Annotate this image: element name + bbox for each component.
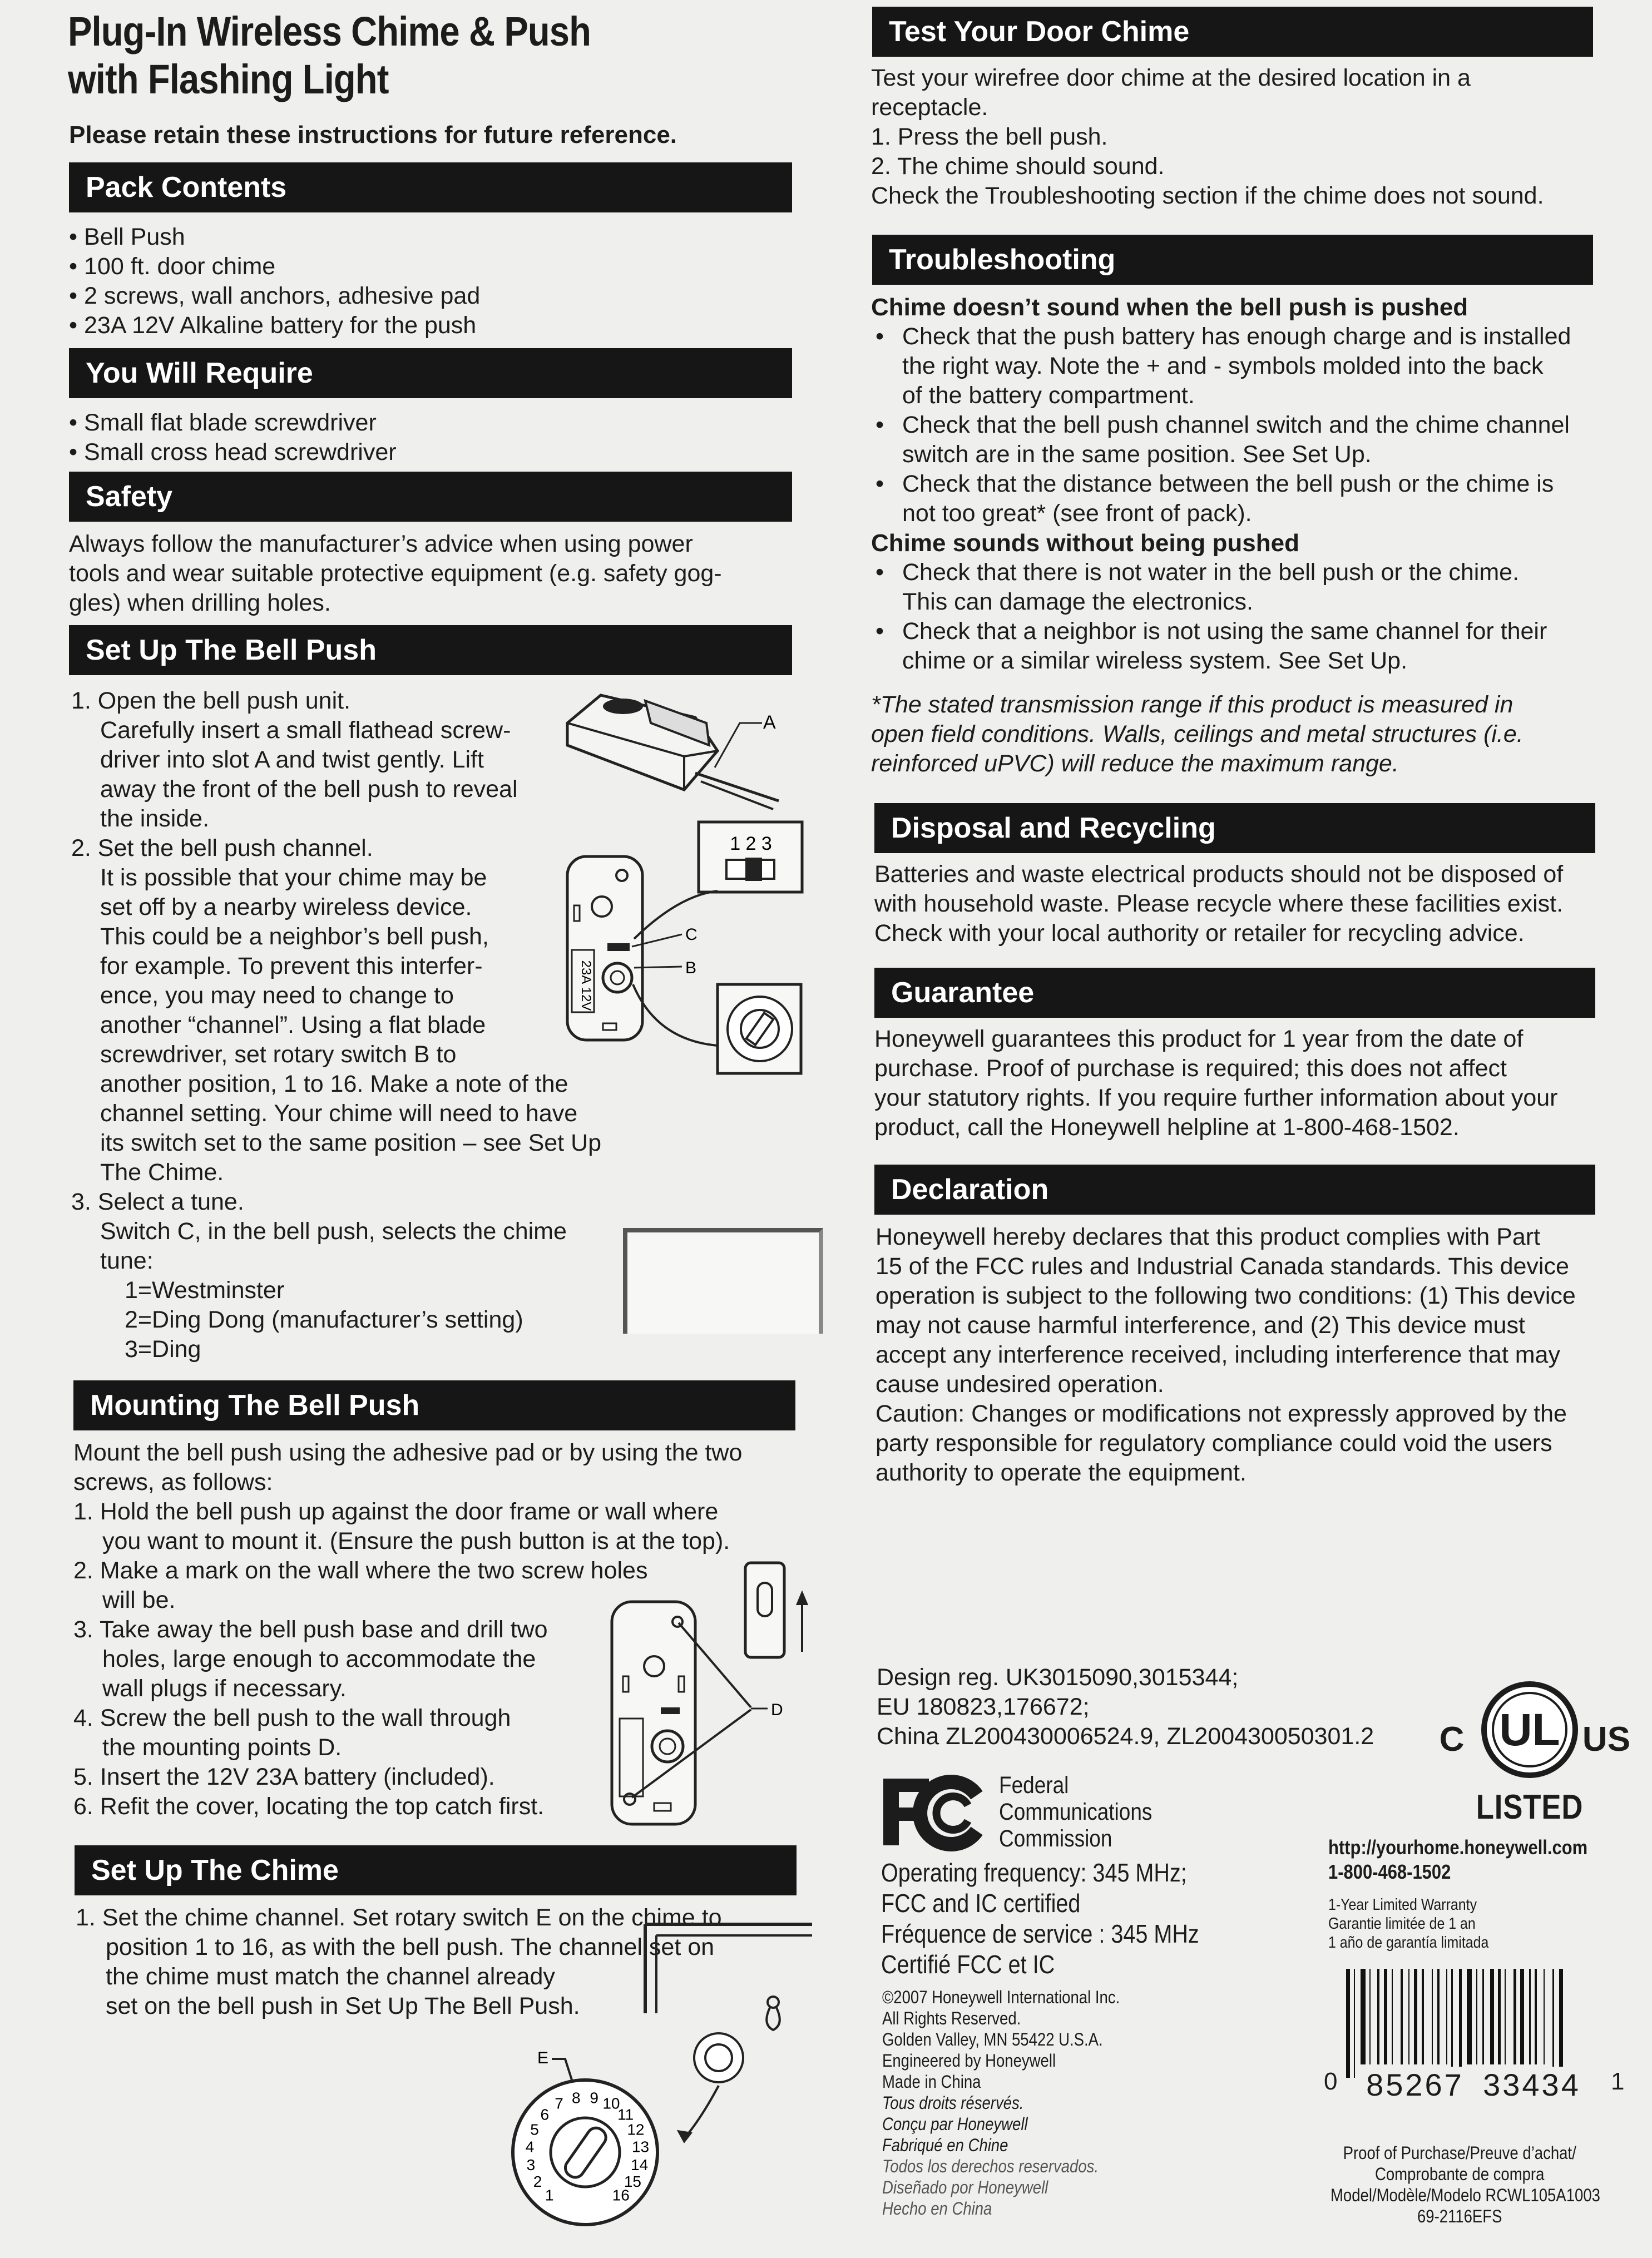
page-title: Plug-In Wireless Chime & Push with Flashing Light — [68, 8, 591, 102]
tune-window-graphic — [623, 1228, 823, 1334]
copyright-block: ©2007 Honeywell International Inc. All Rights Reserved. Golden Valley, MN 55422 U.S.A. Engineered by Honeywell Made in China Tous droits réservés. Conçu par Honeywell Fabriqué en Chine Todos los derechos reservados. Diseñado por Honeywell Hecho en China — [882, 1987, 1120, 2219]
barcode-bar — [1414, 1969, 1418, 2064]
dial-number: 7 — [555, 2094, 563, 2112]
dial-number: 3 — [526, 2156, 536, 2173]
disposal-heading: Disposal and Recycling — [874, 803, 1595, 853]
dial-number: 12 — [627, 2121, 645, 2138]
setup-bell-push-heading: Set Up The Bell Push — [69, 625, 792, 675]
safety-heading: Safety — [69, 472, 792, 522]
dial-number: 5 — [530, 2121, 539, 2138]
list-item: • Small flat blade screwdriver — [69, 408, 397, 438]
fcc-logo-icon — [879, 1773, 990, 1851]
dial-number: 4 — [525, 2138, 535, 2156]
listed-label: LISTED — [1476, 1788, 1584, 1826]
you-will-require-heading: You Will Require — [69, 348, 792, 398]
barcode-bar — [1354, 1969, 1355, 2078]
dial-number: 9 — [590, 2089, 599, 2107]
guarantee-heading: Guarantee — [874, 968, 1595, 1018]
ul-logo-icon — [1435, 1674, 1631, 1785]
barcode-bar — [1384, 1969, 1388, 2064]
list-item: • 2 screws, wall anchors, adhesive pad — [69, 281, 480, 311]
svg-text:C: C — [1439, 1720, 1465, 1759]
bell-push-open-diagram — [556, 684, 790, 812]
switch-positions-label: 1 2 3 — [730, 833, 772, 854]
barcode-bar — [1535, 1969, 1537, 2064]
svg-text:UL: UL — [1499, 1705, 1560, 1755]
range-footnote: *The stated transmission range if this product is measured in open field conditions. Walls, ceilings and metal structures (i.e. reinforced uPVC) will reduce the maximum range. — [871, 691, 1524, 777]
svg-text:US: US — [1582, 1720, 1631, 1759]
barcode-bar — [1446, 1969, 1447, 2064]
barcode-bar — [1401, 1969, 1403, 2064]
bell-push-channel-diagram — [556, 818, 807, 1085]
barcode-bar — [1490, 1969, 1494, 2064]
dial-number: 2 — [533, 2173, 542, 2190]
barcode-bar — [1559, 1969, 1563, 2078]
barcode-bar — [1437, 1969, 1440, 2064]
barcode-bar — [1467, 1969, 1472, 2064]
test-chime-text: Test your wirefree door chime at the desired location in a receptacle. 1. Press the bell push. 2. The chime should sound. Check the Troubleshooting section if the chime does not sound. — [871, 65, 1544, 209]
barcode-bar — [1476, 1969, 1477, 2064]
upc-barcode: 0 85267 33434 1 — [1324, 1969, 1624, 2102]
dial-number: 6 — [540, 2106, 550, 2123]
dial-number: 15 — [624, 2173, 641, 2190]
mounting-diagram — [601, 1552, 823, 1841]
label-b: B — [685, 959, 697, 977]
label-e: E — [537, 2049, 549, 2067]
troubleshooting-heading: Troubleshooting — [872, 235, 1593, 285]
troubleshooting-sub-false-ring: Chime sounds without being pushed — [871, 529, 1299, 557]
barcode-bar — [1552, 1969, 1554, 2078]
setup-bell-push-steps: 1. Open the bell push unit. Carefully insert a small flathead screw- driver into slot A and twist gently. Lift away the front of the bell push to reveal the inside. 2. Set the bell push channel. It is possible that your chime may be set off by a nearby wireless device. This could be a neighbor’s bell push, for example. To prevent this interfer- ence, you may need to change to another “channel”. Using a flat blade screwdriver, set rotary switch B to another position, 1 to 16. Make a note of the channel setting. Your chime will need to have its switch set to the same position – see Set Up The Chime. 3. Select a tune. Switch C, in the bell push, selects the chime tune: 1=Westminster 2=Ding Dong (manufacturer’s setting) 3=Ding — [71, 687, 602, 1363]
barcode-bar — [1392, 1969, 1393, 2064]
barcode-bar — [1513, 1969, 1516, 2064]
barcode-bar — [1432, 1969, 1433, 2064]
fcc-name: Federal Communications Commission — [999, 1772, 1153, 1852]
pack-contents-heading: Pack Contents — [69, 162, 792, 212]
barcode-bar — [1346, 1969, 1350, 2078]
setup-chime-heading: Set Up The Chime — [75, 1845, 797, 1895]
list-item: • Check that a neighbor is not using the same channel for their chime or a similar wireless system. See Set Up. — [871, 617, 1571, 676]
mounting-heading: Mounting The Bell Push — [73, 1380, 795, 1430]
troubleshooting-text — [871, 293, 1571, 779]
guarantee-text: Honeywell guarantees this product for 1 year from the date of purchase. Proof of purchase is required; this does not affect your statutory rights. If you require further information about your product, call the Honeywell helpline at 1-800-468-1502. — [874, 1026, 1558, 1141]
barcode-bar — [1369, 1969, 1371, 2064]
barcode-bar — [1422, 1969, 1424, 2064]
list-item: • 100 ft. door chime — [69, 252, 480, 281]
mounting-steps: Mount the bell push using the adhesive pad or by using the two screws, as follows: 1. Hold the bell push up against the door frame or wall where you want to mount it. (Ensure the push button is at the top). 2. Make a mark on the wall where the two screw holes will be. 3. Take away the bell push base and drill two holes, large enough to accommodate the wall plugs if necessary. 4. Screw the bell push to the wall through the mounting points D. 5. Insert the 12V 23A battery (included). 6. Refit the cover, locating the top catch first. — [73, 1439, 743, 1820]
barcode-bar — [1520, 1969, 1524, 2064]
require-list — [69, 408, 397, 467]
test-chime-heading: Test Your Door Chime — [872, 7, 1593, 57]
design-registration: Design reg. UK3015090,3015344; EU 180823,176672; China ZL200430006524.9, ZL200430050301.2 — [877, 1664, 1374, 1750]
dial-number: 10 — [602, 2094, 620, 2112]
fcc-logo — [879, 1773, 990, 1851]
pack-contents-list — [69, 222, 480, 340]
list-item: • Bell Push — [69, 222, 480, 252]
list-item: • Check that the distance between the bell push or the chime is not too great* (see front of pack). — [871, 469, 1571, 528]
declaration-text: Honeywell hereby declares that this product complies with Part 15 of the FCC rules and Industrial Canada standards. This device operation is subject to the following two conditions: (1) This device may not cause harmful interference, and (2) This device must accept any interference received, including interference that may cause undesired operation. Caution: Changes or modifications not expressly approved by the party responsible for regulatory compliance could void the users authority to operate the equipment. — [876, 1224, 1576, 1486]
barcode-bar — [1498, 1969, 1500, 2064]
contact-block — [1328, 1835, 1587, 1884]
barcode-bar — [1451, 1969, 1452, 2078]
declaration-heading: Declaration — [874, 1165, 1595, 1215]
retain-note: Please retain these instructions for future reference. — [69, 121, 677, 148]
dial-number: 8 — [572, 2089, 581, 2107]
battery-label: 23A 12V — [578, 960, 593, 1011]
barcode-bar — [1505, 1969, 1506, 2064]
warranty-block: 1-Year Limited Warranty Garantie limitée de 1 an 1 año de garantía limitada — [1328, 1896, 1489, 1952]
safety-text: Always follow the manufacturer’s advice when using power tools and wear suitable protective equipment (e.g. safety gog- gles) when drilling holes. — [69, 531, 722, 616]
barcode-bar — [1482, 1969, 1483, 2064]
dial-number: 14 — [631, 2156, 649, 2173]
barcode-bar — [1529, 1969, 1530, 2064]
list-item: • Check that the bell push channel switch and the chime channel switch are in the same position. See Set Up. — [871, 410, 1571, 469]
dial-number: 11 — [617, 2106, 634, 2123]
setup-chime-steps: 1. Set the chime channel. Set rotary switch E on the chime to position 1 to 16, as with the bell push. The channel set on the chime must match the channel already set on the bell push in Set Up The Bell Push. — [76, 1904, 722, 2019]
list-item: • 23A 12V Alkaline battery for the push — [69, 311, 480, 340]
dial-number: 16 — [612, 2186, 630, 2204]
website-url: http://yourhome.honeywell.com — [1328, 1836, 1588, 1859]
label-d: D — [771, 1701, 783, 1719]
troubleshooting-sub-no-sound: Chime doesn’t sound when the bell push is pushed — [871, 294, 1468, 321]
disposal-text: Batteries and waste electrical products should not be disposed of with household waste. Please recycle where these facilities exist. Check with your local authority or retailer for recycling advice. — [874, 861, 1564, 947]
dial-number: 1 — [545, 2186, 554, 2204]
barcode-bar — [1408, 1969, 1409, 2064]
label-a: A — [763, 712, 776, 733]
list-item: • Check that the push battery has enough charge and is installed the right way. Note the + and - symbols molded into the back of the battery compartment. — [871, 322, 1571, 410]
list-item: • Check that there is not water in the bell push or the chime. This can damage the electronics. — [871, 558, 1571, 617]
helpline-number: 1-800-468-1502 — [1328, 1860, 1451, 1883]
barcode-bars — [1346, 1969, 1602, 2078]
proof-of-purchase: Proof of Purchase/Preuve d’achat/ Comprobante de compra Model/Modèle/Modelo RCWL105A1003 69-2116EFS — [1330, 2143, 1600, 2226]
barcode-bar — [1361, 1969, 1366, 2064]
label-c: C — [685, 925, 698, 944]
chime-dial-diagram — [501, 1919, 812, 2230]
ul-listed-mark — [1435, 1674, 1631, 1826]
dial-number: 13 — [631, 2138, 650, 2156]
barcode-bar — [1459, 1969, 1461, 2078]
fcc-frequency: Operating frequency: 345 MHz; FCC and IC certified Fréquence de service : 345 MHz Certifié FCC et IC — [881, 1858, 1199, 1979]
barcode-bar — [1377, 1969, 1379, 2064]
list-item: • Small cross head screwdriver — [69, 438, 397, 467]
barcode-bar — [1544, 1969, 1545, 2064]
